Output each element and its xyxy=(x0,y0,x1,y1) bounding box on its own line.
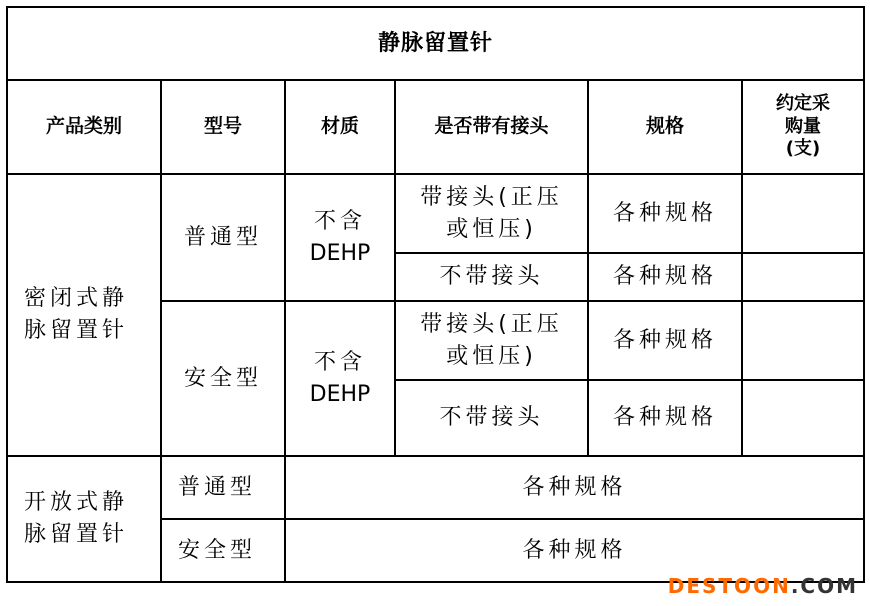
material-cell xyxy=(285,301,395,456)
connector-line: 或恒压) xyxy=(446,343,537,369)
header-material: 材质 xyxy=(285,80,395,174)
quantity-cell[interactable] xyxy=(742,380,864,456)
category-line: 脉留置针 xyxy=(24,522,129,547)
connector-cell: 不带接头 xyxy=(395,380,588,456)
connector-line: 带接头(正压 xyxy=(420,311,563,337)
quantity-cell[interactable] xyxy=(742,253,864,301)
table-title: 静脉留置针 xyxy=(7,7,864,80)
category-open xyxy=(7,456,161,582)
spec-cell: 各种规格 xyxy=(588,301,742,380)
material-line: 不含 xyxy=(313,349,366,375)
header-category: 产品类别 xyxy=(7,80,161,174)
header-connector: 是否带有接头 xyxy=(395,80,588,174)
quantity-cell[interactable] xyxy=(742,301,864,380)
connector-cell xyxy=(395,174,588,253)
header-model: 型号 xyxy=(161,80,285,174)
spec-cell: 各种规格 xyxy=(588,380,742,456)
category-line: 开放式静 xyxy=(24,490,129,516)
header-spec: 规格 xyxy=(588,80,742,174)
product-table xyxy=(6,6,865,583)
header-quantity-line: 约定采 xyxy=(776,93,830,115)
category-line: 密闭式静 xyxy=(24,286,129,312)
spec-cell: 各种规格 xyxy=(588,174,742,253)
connector-cell xyxy=(395,301,588,380)
connector-line: 带接头(正压 xyxy=(420,184,563,210)
model-cell: 安全型 xyxy=(161,301,285,456)
material-line: DEHP xyxy=(309,381,371,407)
connector-cell: 不带接头 xyxy=(395,253,588,301)
model-cell: 安全型 xyxy=(161,519,285,582)
connector-line: 或恒压) xyxy=(446,216,537,242)
watermark-logo xyxy=(668,574,858,598)
quantity-cell[interactable] xyxy=(742,174,864,253)
header-quantity-line: 购量 xyxy=(785,115,821,137)
spec-cell: 各种规格 xyxy=(588,253,742,301)
material-line: 不含 xyxy=(313,208,366,234)
watermark-brand: DESTOON xyxy=(667,574,791,598)
material-cell xyxy=(285,174,395,301)
watermark-suffix: .COM xyxy=(790,574,858,598)
category-closed xyxy=(7,174,161,456)
category-line: 脉留置针 xyxy=(24,318,129,343)
header-quantity-line: (支) xyxy=(785,138,821,160)
model-cell: 普通型 xyxy=(161,174,285,301)
spec-merged-cell: 各种规格 xyxy=(285,519,864,582)
model-cell: 普通型 xyxy=(161,456,285,519)
header-quantity xyxy=(742,80,864,174)
material-line: DEHP xyxy=(309,240,371,266)
spec-merged-cell: 各种规格 xyxy=(285,456,864,519)
